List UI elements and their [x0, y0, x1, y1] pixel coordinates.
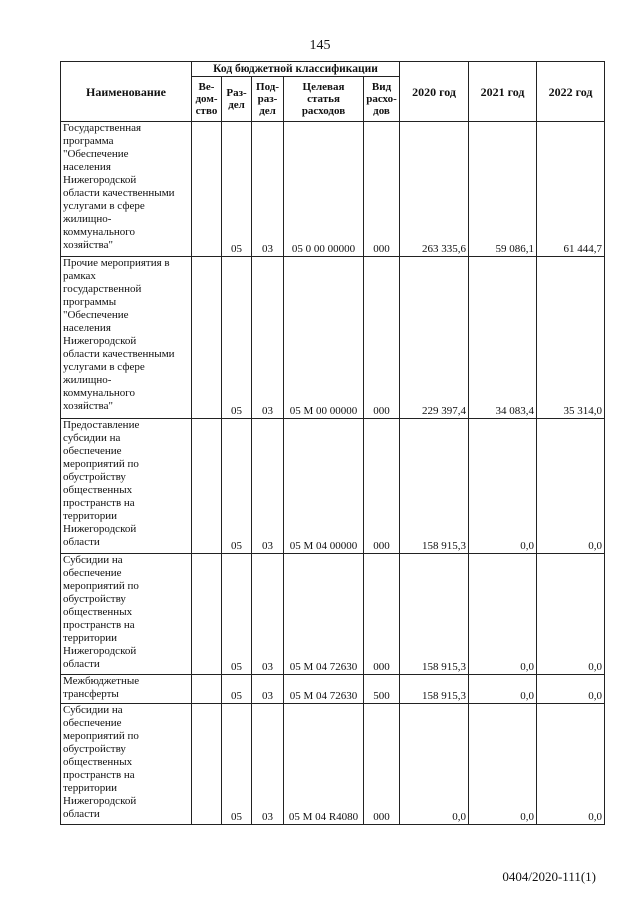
row-razdel: 05	[222, 675, 252, 704]
table-row	[61, 122, 605, 257]
row-podrazdel: 03	[252, 704, 284, 825]
row-name: Субсидии на обеспечение мероприятий по обустройству общественных пространств на территории Нижегородской области	[61, 554, 192, 675]
row-2021: 0,0	[469, 554, 537, 675]
row-target-article: 05 М 04 R4080	[284, 704, 364, 825]
row-2020: 263 335,6	[400, 122, 469, 257]
table-row	[61, 257, 605, 419]
row-2022: 0,0	[537, 704, 605, 825]
row-2021: 0,0	[469, 419, 537, 554]
row-podrazdel: 03	[252, 257, 284, 419]
header-2021: 2021 год	[469, 62, 537, 122]
row-2022: 35 314,0	[537, 257, 605, 419]
row-expense-type: 000	[364, 257, 400, 419]
row-2021: 59 086,1	[469, 122, 537, 257]
row-razdel: 05	[222, 419, 252, 554]
row-2020: 158 915,3	[400, 554, 469, 675]
row-vedomstvo	[192, 122, 222, 257]
row-name: Субсидии на обеспечение мероприятий по обустройству общественных пространств на территории Нижегородской области	[61, 704, 192, 825]
budget-table	[60, 61, 605, 825]
row-vedomstvo	[192, 675, 222, 704]
page-number: 145	[309, 38, 331, 53]
row-podrazdel: 03	[252, 554, 284, 675]
row-target-article: 05 М 04 72630	[284, 675, 364, 704]
row-podrazdel: 03	[252, 419, 284, 554]
table-row	[61, 554, 605, 675]
row-2022: 0,0	[537, 675, 605, 704]
row-vedomstvo	[192, 257, 222, 419]
header-target-article: Целевая статья расходов	[284, 77, 364, 122]
row-expense-type: 000	[364, 704, 400, 825]
row-razdel: 05	[222, 704, 252, 825]
row-target-article: 05 М 00 00000	[284, 257, 364, 419]
row-vedomstvo	[192, 704, 222, 825]
row-2020: 158 915,3	[400, 419, 469, 554]
row-podrazdel: 03	[252, 122, 284, 257]
row-expense-type: 500	[364, 675, 400, 704]
header-2022: 2022 год	[537, 62, 605, 122]
table-row	[61, 675, 605, 704]
header-2020: 2020 год	[400, 62, 469, 122]
row-expense-type: 000	[364, 122, 400, 257]
row-target-article: 05 М 04 00000	[284, 419, 364, 554]
table-row	[61, 419, 605, 554]
row-target-article: 05 М 04 72630	[284, 554, 364, 675]
row-name: Прочие мероприятия в рамках государственной программы "Обеспечение населения Нижегородской области качественными услугами в сфере жилищно- коммунального хозяйства"	[61, 257, 192, 419]
row-2022: 61 444,7	[537, 122, 605, 257]
row-expense-type: 000	[364, 419, 400, 554]
row-name: Предоставление субсидии на обеспечение мероприятий по обустройству общественных пространств на территории Нижегородской области	[61, 419, 192, 554]
row-vedomstvo	[192, 419, 222, 554]
row-2021: 34 083,4	[469, 257, 537, 419]
table-header	[61, 62, 605, 122]
header-expense-type: Вид расхо- дов	[364, 77, 400, 122]
row-2021: 0,0	[469, 704, 537, 825]
document-code: 0404/2020-111(1)	[502, 869, 596, 884]
row-2022: 0,0	[537, 419, 605, 554]
row-name: Государственная программа "Обеспечение населения Нижегородской области качественными услугами в сфере жилищно- коммунального хозяйства"	[61, 122, 192, 257]
row-2020: 158 915,3	[400, 675, 469, 704]
header-classification-group: Код бюджетной классификации	[192, 62, 400, 77]
row-razdel: 05	[222, 122, 252, 257]
row-vedomstvo	[192, 554, 222, 675]
row-expense-type: 000	[364, 554, 400, 675]
header-vedomstvo: Ве- дом- ство	[192, 77, 222, 122]
row-2021: 0,0	[469, 675, 537, 704]
row-2022: 0,0	[537, 554, 605, 675]
row-target-article: 05 0 00 00000	[284, 122, 364, 257]
table-row	[61, 704, 605, 825]
table-body	[61, 122, 605, 825]
header-razdel: Раз- дел	[222, 77, 252, 122]
row-podrazdel: 03	[252, 675, 284, 704]
row-name: Межбюджетные трансферты	[61, 675, 192, 704]
row-2020: 229 397,4	[400, 257, 469, 419]
row-razdel: 05	[222, 257, 252, 419]
row-razdel: 05	[222, 554, 252, 675]
row-2020: 0,0	[400, 704, 469, 825]
header-podrazdel: Под- раз- дел	[252, 77, 284, 122]
header-name: Наименование	[61, 62, 192, 122]
